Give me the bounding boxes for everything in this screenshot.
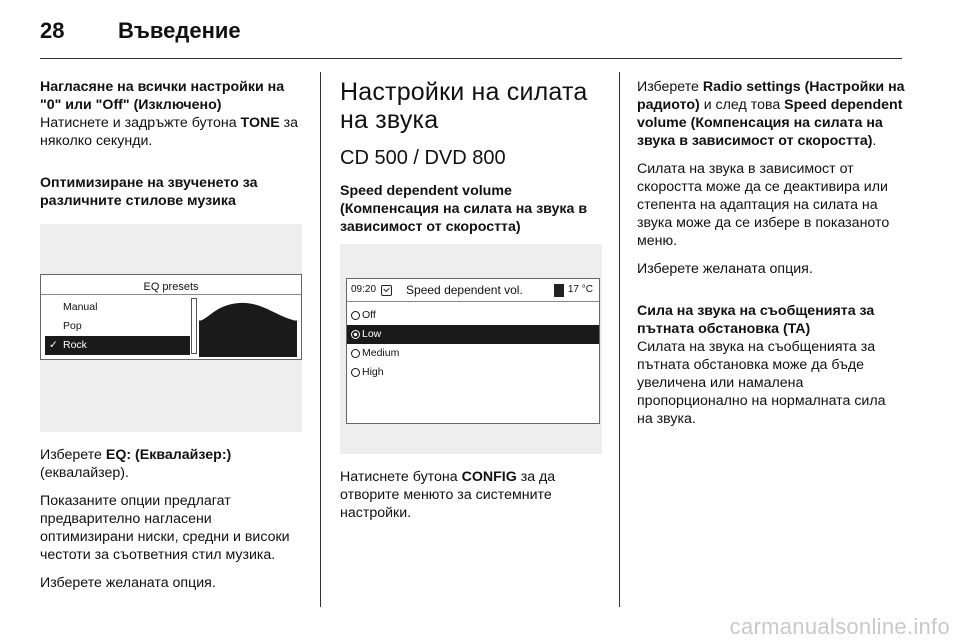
choose-option-paragraph-2: Изберете желаната опция. <box>637 261 813 277</box>
column-divider-2 <box>619 72 620 607</box>
sd-option-low[interactable]: Low <box>347 325 599 344</box>
radio-icon <box>351 349 360 358</box>
radio-icon <box>351 368 360 377</box>
check-icon: ✓ <box>49 339 58 351</box>
radio-text-1: Изберете <box>637 79 703 95</box>
tone-keyword: TONE <box>240 115 280 131</box>
reset-paragraph <box>40 114 308 150</box>
eq-screen-title: EQ presets <box>143 281 199 293</box>
eq-item-pop[interactable]: Pop <box>63 320 82 332</box>
column-divider-1 <box>320 72 321 607</box>
eq-curve-graph <box>199 297 297 357</box>
radio-settings-paragraph <box>637 78 905 150</box>
choose-option-paragraph: Изберете желаната опция. <box>40 575 216 591</box>
sd-title: Speed dependent vol. <box>406 283 523 297</box>
radio-icon <box>351 311 360 320</box>
eq-scrollbar[interactable] <box>191 298 197 354</box>
ta-heading: Сила на звука на съобщенията за пътната обстановка (TA) <box>637 303 875 337</box>
radio-selected-icon <box>351 330 360 339</box>
sdv-paragraph: Силата на звука в зависимост от скоростта може да се деактивира или степента на адаптация на силата на звука може да се избере в показаното меню. <box>637 161 890 249</box>
sd-screen <box>346 278 600 424</box>
sdv-keyword: Speed dependent volume (Компенсация на силата на звука в зависимост от скоростта) <box>637 97 903 149</box>
sd-option-list <box>347 306 599 382</box>
sd-time: 09:20 <box>351 284 377 295</box>
sd-option-off[interactable]: Off <box>347 306 599 325</box>
header-rule <box>40 58 902 59</box>
radio-text-3: . <box>872 133 877 149</box>
page-number: 28 <box>40 18 65 43</box>
options-paragraph: Показаните опции предлагат предварително нагласени оптимизирани ниски, средни и високи честоти за съответния стил музика. <box>40 493 290 563</box>
speed-dependent-screenshot <box>340 244 602 454</box>
press-text-2: за да отворите менюто за системните настройки. <box>340 469 556 521</box>
press-config-paragraph <box>340 468 604 522</box>
device-title: CD 500 / DVD 800 <box>340 147 506 169</box>
sdv-heading: Speed dependent volume (Компенсация на силата на звука в зависимост от скоростта) <box>340 183 588 235</box>
sd-temp: 17 °C <box>567 284 593 295</box>
ta-paragraph: Силата на звука на съобщенията за пътната обстановка може да бъде увеличена или намалена пропорционално на нормалната сила на звука. <box>637 339 886 427</box>
column-2 <box>340 78 604 532</box>
eq-preset-list <box>45 298 190 355</box>
radio-text-2: и след това <box>699 97 785 113</box>
sd-option-medium[interactable]: Medium <box>347 344 599 363</box>
select-eq-paragraph <box>40 446 308 482</box>
radio-settings-keyword: Radio settings (Настройки на радиото) <box>637 79 905 113</box>
config-keyword: CONFIG <box>461 469 517 485</box>
column-3 <box>637 78 905 438</box>
eq-screen <box>40 274 302 360</box>
column-1 <box>40 78 308 602</box>
select-text-2: (еквалайзер). <box>40 465 129 481</box>
reset-text-2: за няколко секунди. <box>40 115 299 149</box>
thermometer-icon <box>554 284 564 297</box>
press-text-1: Натиснете бутона <box>340 469 462 485</box>
section-title: Настройки на силата на звука <box>340 78 588 134</box>
eq-presets-screenshot <box>40 224 302 432</box>
page-header <box>40 18 241 44</box>
eq-item-rock[interactable]: ✓ Rock <box>45 336 190 355</box>
reset-text-1: Натиснете и задръжте бутона <box>40 115 241 131</box>
sd-option-high[interactable]: High <box>347 363 599 382</box>
page-title: Въведение <box>118 18 241 43</box>
eq-keyword: EQ: (Еквалайзер:) <box>105 447 232 463</box>
back-icon[interactable] <box>381 285 392 296</box>
eq-item-manual[interactable]: Manual <box>63 301 98 313</box>
optimize-heading: Оптимизиране на звученето за различните стилове музика <box>40 175 258 209</box>
select-text-1: Изберете <box>40 447 106 463</box>
reset-heading: Нагласяне на всички настройки на "0" или "Off" (Изключено) <box>40 79 285 113</box>
watermark: carmanualsonline.info <box>729 614 950 639</box>
sd-status-bar <box>347 279 599 301</box>
